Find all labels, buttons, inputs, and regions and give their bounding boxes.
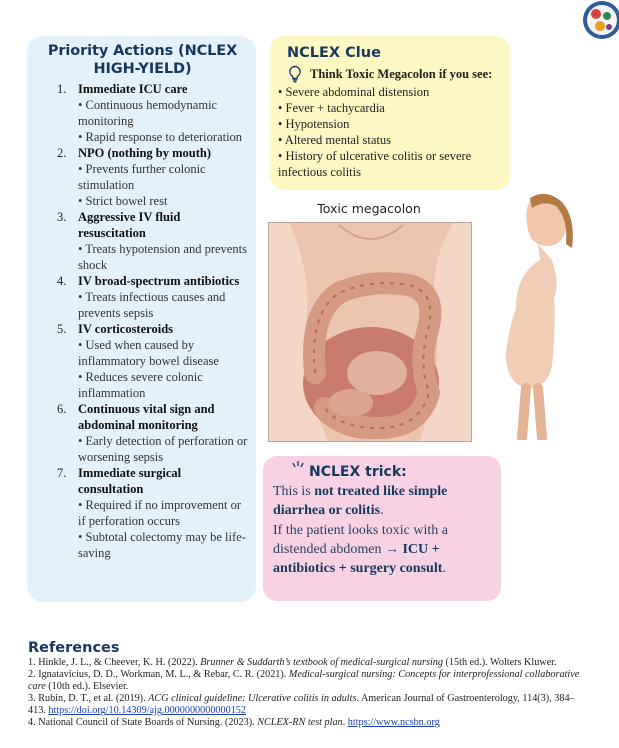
nclex-clue-list — [278, 84, 502, 180]
reference-item — [28, 657, 588, 669]
nclex-clue-item: • Hypotension — [278, 117, 350, 131]
reference-authors: 3. Rubin, D. T., et al. (2019). — [28, 693, 149, 705]
priority-action-detail: • Continuous hemodynamic monitoring — [78, 98, 218, 128]
priority-action-title: Immediate ICU care — [78, 82, 188, 96]
reference-title: Medical-surgical nursing: Concepts for interprofessional collaborative care — [28, 669, 580, 693]
reference-item — [28, 669, 588, 693]
references-section — [28, 640, 588, 730]
references-title: References — [28, 640, 120, 656]
reference-link[interactable]: https://doi.org/10.14309/ajg.0000000000000152 — [48, 705, 246, 717]
priority-action-item — [37, 273, 248, 321]
reference-details: . — [342, 717, 348, 729]
reference-link[interactable]: https://www.ncsbn.org — [347, 717, 440, 729]
priority-action-detail: • Rapid response to deterioration — [78, 130, 243, 144]
nclex-clue-heading-row — [278, 65, 502, 83]
nclex-trick-line-1: This is not treated like simple diarrhea or colitis. — [273, 484, 448, 518]
figure-caption: Toxic megacolon — [317, 201, 421, 216]
nclex-trick-line-2: If the patient looks toxic with a distended abdomen → ICU + antibiotics + surgery consult. — [273, 523, 448, 576]
priority-action-detail: • Prevents further colonic stimulation — [78, 162, 206, 192]
priority-action-title: Continuous vital sign and abdominal monitoring — [78, 402, 215, 432]
priority-action-title: IV broad-spectrum antibiotics — [78, 274, 240, 288]
toxic-megacolon-illustration — [268, 222, 472, 442]
corner-logo-icon — [578, 0, 619, 48]
priority-action-number: 7. — [57, 466, 67, 480]
priority-action-detail: • Treats infectious causes and prevents sepsis — [78, 290, 226, 320]
nclex-trick-title: NCLEX trick: — [309, 464, 407, 480]
reference-details: . American Journal of Gastroenterology, 114(3), 384–413. — [28, 693, 575, 717]
priority-action-number: 3. — [57, 210, 67, 224]
priority-action-item — [37, 209, 248, 273]
priority-action-detail: • Treats hypotension and prevents shock — [78, 242, 247, 272]
lightbulb-icon — [286, 65, 304, 83]
priority-actions-panel — [27, 36, 256, 602]
sparkle-icon — [291, 461, 305, 471]
reference-details: (15th ed.). Wolters Kluwer. — [442, 657, 557, 668]
priority-action-detail: • Required if no improvement or if perforation occurs — [78, 498, 242, 528]
priority-action-title: NPO (nothing by mouth) — [78, 146, 212, 160]
nclex-clue-item: • Fever + tachycardia — [278, 101, 385, 115]
priority-action-item — [37, 145, 248, 209]
priority-action-item — [37, 81, 248, 145]
references-list — [28, 657, 588, 730]
nclex-clue-item: • Altered mental status — [278, 133, 392, 147]
priority-action-detail: • Subtotal colectomy may be life-saving — [78, 530, 246, 560]
reference-title: ACG clinical guideline: Ulcerative colitis in adults — [148, 693, 357, 705]
priority-action-number: 1. — [57, 82, 67, 96]
priority-action-number: 5. — [57, 322, 67, 336]
reference-authors: 2. Ignatavicius, D. D., Workman, M. L., & Rebar, C. R. (2021). — [28, 669, 289, 681]
priority-action-detail: • Early detection of perforation or worsening sepsis — [78, 434, 248, 464]
nclex-clue-item: • Severe abdominal distension — [278, 85, 430, 99]
reference-authors: 1. Hinkle, J. L., & Cheever, K. H. (2022). — [28, 657, 201, 668]
reference-title: NCLEX-RN test plan — [257, 717, 343, 729]
priority-action-number: 6. — [57, 402, 67, 416]
priority-actions-title: Priority Actions (NCLEX HIGH-YIELD) — [47, 43, 238, 77]
priority-action-number: 2. — [57, 146, 67, 160]
priority-action-item — [37, 465, 248, 561]
priority-action-item — [37, 321, 248, 401]
priority-action-title: Aggressive IV fluid resuscitation — [78, 210, 181, 240]
priority-actions-list — [37, 81, 248, 561]
priority-action-number: 4. — [57, 274, 67, 288]
priority-action-title: IV corticosteroids — [78, 322, 174, 336]
reference-item — [28, 717, 588, 729]
priority-action-item — [37, 401, 248, 465]
reference-item — [28, 693, 588, 717]
reference-details: (10th ed.). Elsevier. — [45, 681, 129, 693]
priority-action-detail: • Used when caused by inflammatory bowel disease — [78, 338, 219, 368]
reference-authors: 4. National Council of State Boards of Nursing. (2023). — [28, 717, 258, 729]
child-profile-illustration — [486, 188, 582, 440]
priority-action-title: Immediate surgical consultation — [78, 466, 182, 496]
nclex-trick-panel — [263, 456, 501, 601]
priority-action-detail: • Strict bowel rest — [78, 194, 168, 208]
reference-title: Brunner & Suddarth’s textbook of medical-surgical nursing — [200, 657, 443, 668]
nclex-clue-heading: Think Toxic Megacolon if you see: — [310, 67, 493, 81]
priority-action-detail: • Reduces severe colonic inflammation — [78, 370, 203, 400]
nclex-clue-panel — [270, 36, 510, 190]
nclex-clue-title: NCLEX Clue — [287, 45, 381, 61]
nclex-trick-heading — [273, 463, 493, 481]
nclex-clue-item: • History of ulcerative colitis or severe infectious colitis — [278, 149, 472, 179]
